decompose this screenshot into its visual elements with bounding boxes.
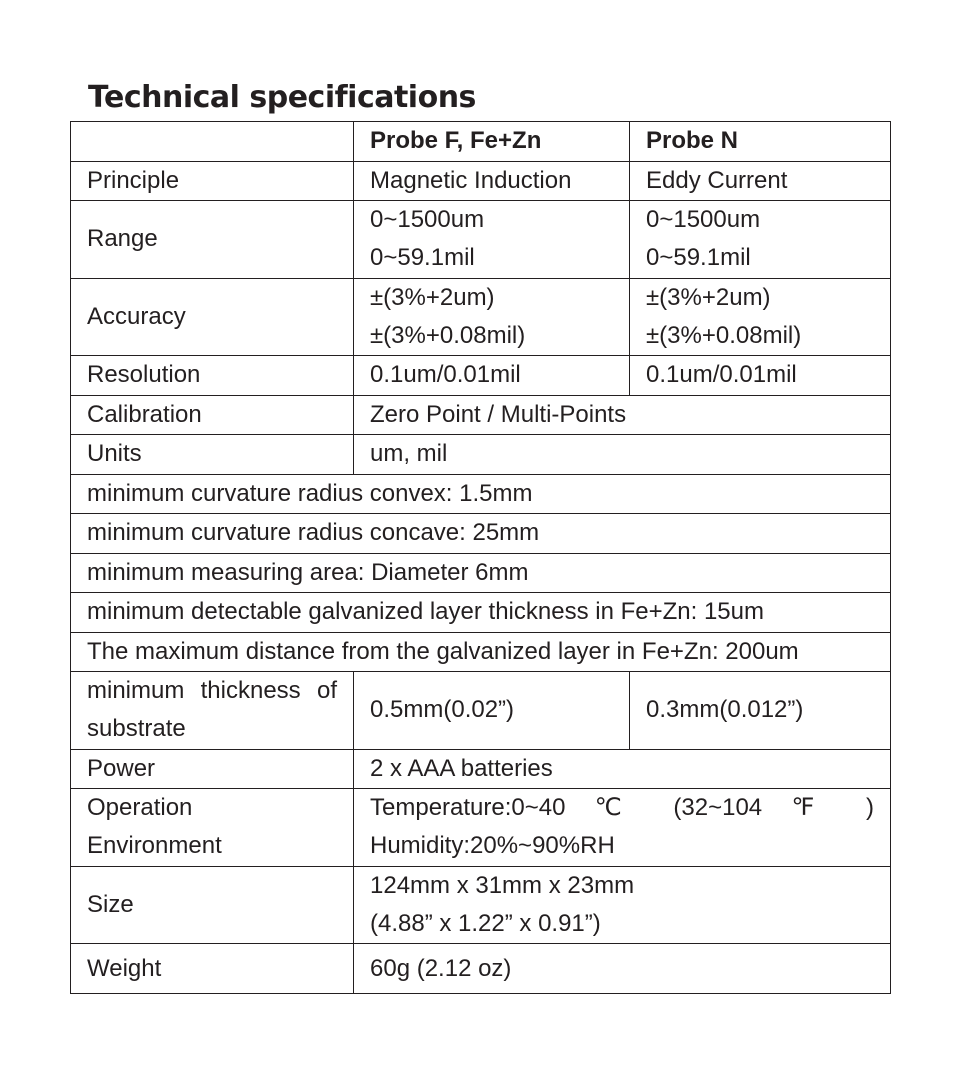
value-line: 0~1500um: [370, 206, 485, 234]
table-row-power: [71, 749, 891, 789]
page-title: Technical specifications: [88, 80, 476, 115]
row-label: [71, 672, 354, 750]
value-line: 124mm x 31mm x 23mm: [370, 871, 635, 899]
table-row-size: [71, 866, 891, 944]
row-label: Range: [71, 201, 354, 279]
table-row-units: [71, 435, 891, 475]
shared-value: 60g (2.12 oz): [354, 944, 891, 994]
value-line: 0~1500um: [646, 206, 761, 234]
row-label: Resolution: [71, 356, 354, 396]
table-row-accuracy: [71, 278, 891, 356]
table-header-row: [71, 122, 891, 162]
shared-value: [354, 866, 891, 944]
probe-n-value: [630, 201, 891, 279]
header-probe-f: Probe F, Fe+Zn: [354, 122, 630, 162]
probe-f-value: 0.1um/0.01mil: [354, 356, 630, 396]
table-row-concave: [71, 514, 891, 554]
probe-f-value: [354, 278, 630, 356]
value-line: Humidity:20%~90%RH: [370, 832, 615, 860]
row-label: Principle: [71, 161, 354, 201]
probe-n-value: Eddy Current: [630, 161, 891, 201]
specifications-table: [70, 121, 891, 994]
row-label-line: Operation: [87, 794, 193, 822]
table-row-measuring-area: [71, 553, 891, 593]
shared-value: Zero Point / Multi-Points: [354, 395, 891, 435]
row-label: Power: [71, 749, 354, 789]
value-line: ±(3%+2um): [370, 283, 495, 311]
header-probe-n: Probe N: [630, 122, 891, 162]
table-row-calibration: [71, 395, 891, 435]
value-line: 0~59.1mil: [646, 244, 751, 272]
full-width-spec: minimum detectable galvanized layer thickness in Fe+Zn: 15um: [71, 593, 891, 633]
full-width-spec: minimum measuring area: Diameter 6mm: [71, 553, 891, 593]
shared-value: 2 x AAA batteries: [354, 749, 891, 789]
header-blank-cell: [71, 122, 354, 162]
table-row-range: [71, 201, 891, 279]
probe-f-value: Magnetic Induction: [354, 161, 630, 201]
table-row-environment: [71, 789, 891, 867]
row-label: Weight: [71, 944, 354, 994]
value-line: Temperature:0~40 ℃ (32~104 ℉ ): [370, 794, 874, 822]
value-line: ±(3%+0.08mil): [646, 321, 802, 349]
probe-f-value: [354, 201, 630, 279]
probe-n-value: [630, 278, 891, 356]
shared-value: um, mil: [354, 435, 891, 475]
full-width-spec: minimum curvature radius convex: 1.5mm: [71, 474, 891, 514]
value-line: 0~59.1mil: [370, 244, 475, 272]
table-row-convex: [71, 474, 891, 514]
row-label-line: Environment: [87, 832, 222, 860]
value-line: ±(3%+2um): [646, 283, 771, 311]
table-row-galvanized-min: [71, 593, 891, 633]
probe-f-value: 0.5mm(0.02”): [354, 672, 630, 750]
row-label: [71, 789, 354, 867]
probe-n-value: 0.3mm(0.012”): [630, 672, 891, 750]
row-label: Units: [71, 435, 354, 475]
row-label: Size: [71, 866, 354, 944]
full-width-spec: minimum curvature radius concave: 25mm: [71, 514, 891, 554]
probe-n-value: 0.1um/0.01mil: [630, 356, 891, 396]
value-line: (4.88” x 1.22” x 0.91”): [370, 909, 601, 937]
row-label-line: minimum thickness of: [87, 677, 337, 705]
table-row-substrate: [71, 672, 891, 750]
table-row-galvanized-max: [71, 632, 891, 672]
table-row-resolution: [71, 356, 891, 396]
table-row-principle: [71, 161, 891, 201]
full-width-spec: The maximum distance from the galvanized layer in Fe+Zn: 200um: [71, 632, 891, 672]
row-label: Calibration: [71, 395, 354, 435]
row-label-line: substrate: [87, 715, 186, 743]
value-line: ±(3%+0.08mil): [370, 321, 526, 349]
shared-value: [354, 789, 891, 867]
row-label: Accuracy: [71, 278, 354, 356]
table-row-weight: [71, 944, 891, 994]
